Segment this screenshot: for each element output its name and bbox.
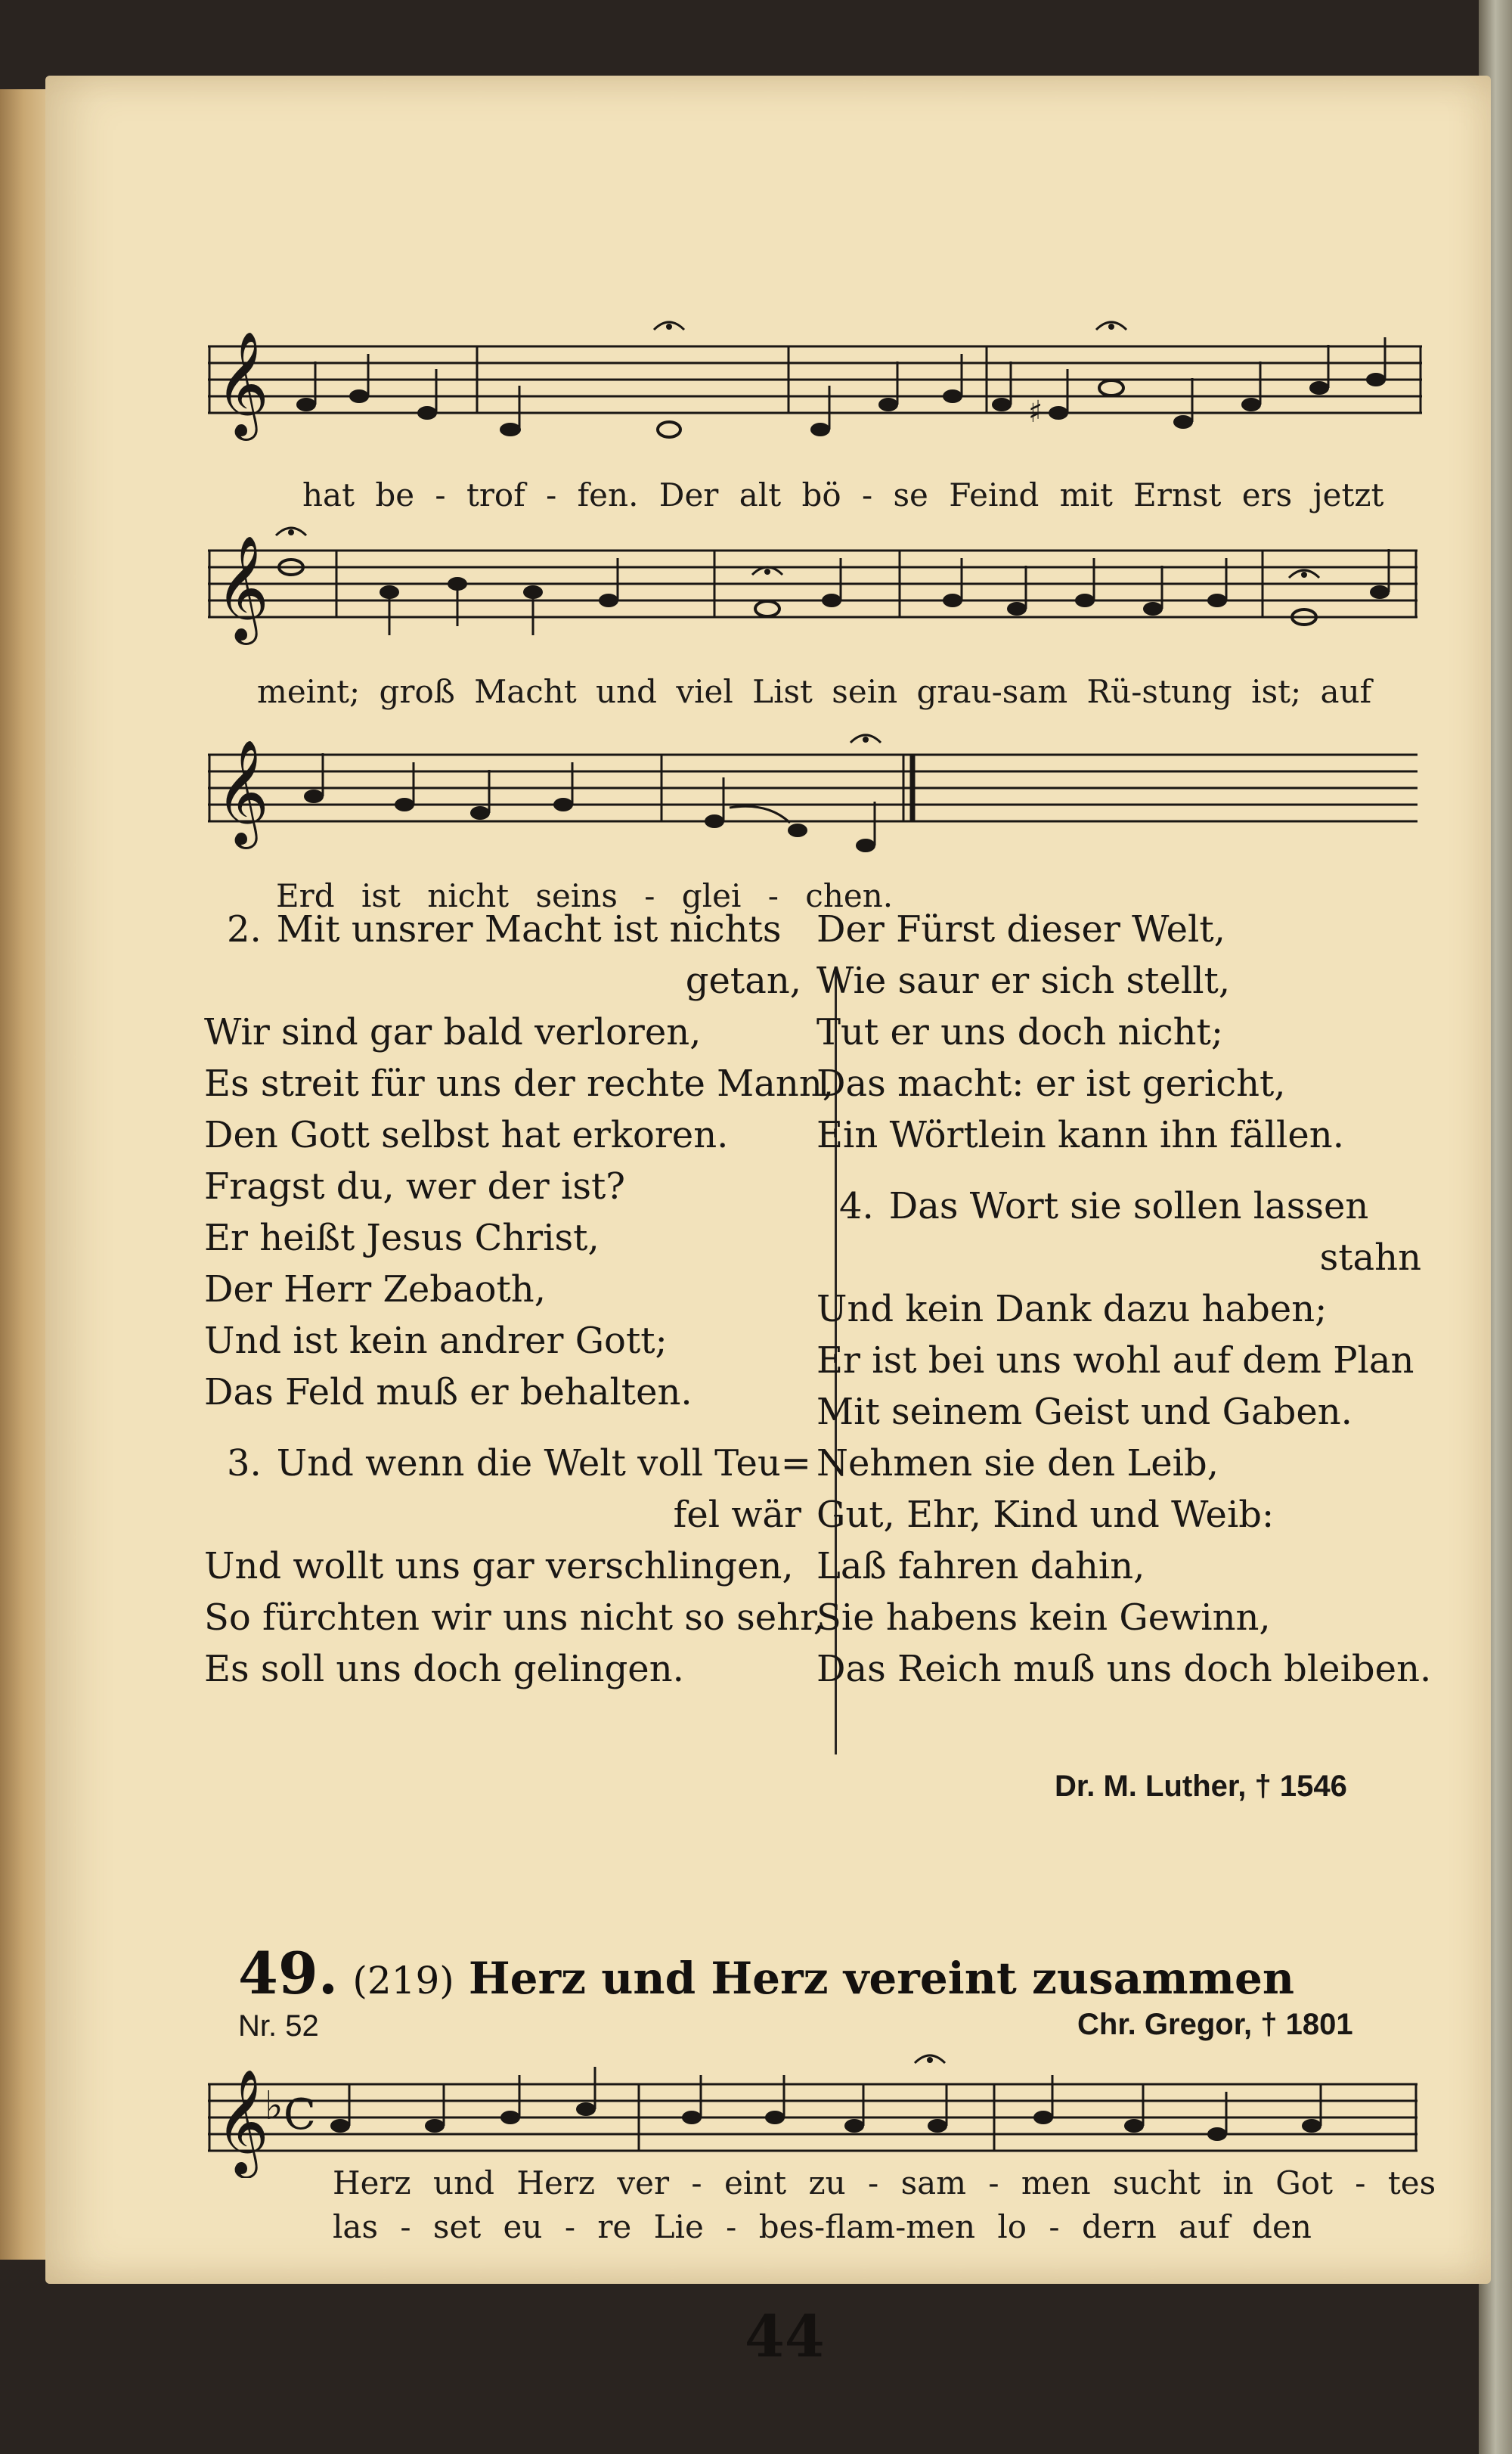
verse-line: Der Fürst dieser Welt,: [816, 908, 1225, 951]
svg-text:𝄞: 𝄞: [215, 331, 269, 436]
verse-line: Das Reich muß uns doch bleiben.: [816, 1648, 1432, 1690]
hymn-number: 49.: [238, 1940, 339, 2007]
svg-text:♭: ♭: [265, 2083, 284, 2129]
verse-line: Er ist bei uns wohl auf dem Plan: [816, 1339, 1414, 1382]
verse-line: Das macht: er ist gericht,: [816, 1063, 1286, 1105]
verse-line: So fürchten wir uns nicht so sehr,: [204, 1596, 825, 1639]
verse-line: Es streit für uns der rechte Mann,: [204, 1063, 834, 1105]
music-staff-1: [208, 316, 1425, 467]
music-staff-4: [208, 2042, 1425, 2178]
verse-line: Wir sind gar bald verloren,: [204, 1011, 702, 1053]
melody-number: Nr. 52: [238, 2009, 319, 2043]
verse-line: Gut, Ehr, Kind und Weib:: [816, 1494, 1275, 1536]
page-number: 44: [745, 2303, 825, 2370]
verse-line: Und wollt uns gar verschlingen,: [204, 1545, 794, 1587]
verses-left-column: [204, 904, 834, 1695]
hymn-title: Herz und Herz vereint zusammen: [468, 1953, 1295, 2004]
hymn-heading: [238, 1940, 1294, 2007]
verse-line: Ein Wörtlein kann ihn fällen.: [816, 1114, 1344, 1156]
svg-text:C: C: [284, 2090, 316, 2139]
verse-line: Wie saur er sich stellt,: [816, 960, 1231, 1002]
verse-number: 4.: [839, 1185, 874, 1227]
verse-line: Und wenn die Welt voll Teu=: [276, 1442, 811, 1484]
verse-line: Und ist kein andrer Gott;: [204, 1320, 668, 1362]
svg-text:𝄞: 𝄞: [215, 535, 269, 641]
author-luther: Dr. M. Luther, † 1546: [1055, 1770, 1347, 1803]
verse-line: Fragst du, wer der ist?: [204, 1165, 625, 1208]
verse-line: Das Wort sie sollen lassen: [888, 1185, 1369, 1227]
lyrics-line-3: Erd ist nicht seins - glei - chen.: [276, 877, 894, 914]
verse-line: stahn: [1319, 1236, 1421, 1279]
verse-line: Laß fahren dahin,: [816, 1545, 1145, 1587]
music-staff-3: [208, 709, 1425, 861]
verse-line: Nehmen sie den Leib,: [816, 1442, 1219, 1484]
verse-number: 2.: [227, 908, 262, 951]
verse-line: Sie habens kein Gewinn,: [816, 1596, 1271, 1639]
verse-line: Mit seinem Geist und Gaben.: [816, 1391, 1352, 1433]
music-staff-2: [208, 513, 1425, 664]
verse-line: Er heißt Jesus Christ,: [204, 1217, 600, 1259]
lyrics-line-2: meint; groß Macht und viel List sein grau-sam Rü-stung ist; auf: [257, 673, 1372, 710]
verse-line: Es soll uns doch gelingen.: [204, 1648, 684, 1690]
verse-line: Den Gott selbst hat erkoren.: [204, 1114, 729, 1156]
svg-text:𝄞: 𝄞: [215, 2069, 269, 2174]
lyrics-49-line-2: las - set eu - re Lie - bes-flam-men lo - dern auf den: [333, 2208, 1312, 2245]
verse-line: Das Feld muß er behalten.: [204, 1371, 692, 1413]
book-page: [45, 76, 1491, 2370]
verses-right-column: [816, 904, 1432, 1695]
lyrics-49-line-1: Herz und Herz ver - eint zu - sam - men sucht in Got - tes: [333, 2164, 1436, 2201]
hymn-ref: (219): [352, 1959, 454, 2003]
verse-line: fel wär: [673, 1494, 801, 1536]
verse-number: 3.: [227, 1442, 262, 1484]
author-gregor: Chr. Gregor, † 1801: [1077, 2008, 1353, 2041]
lyrics-line-1: hat be - trof - fen. Der alt bö - se Feind mit Ernst ers jetzt: [302, 476, 1384, 513]
verse-line: Tut er uns doch nicht;: [816, 1011, 1224, 1053]
svg-text:𝄞: 𝄞: [215, 740, 269, 845]
verse-line: getan,: [685, 960, 801, 1002]
verse-line: Mit unsrer Macht ist nichts: [276, 908, 782, 951]
verse-line: Und kein Dank dazu haben;: [816, 1288, 1328, 1330]
verse-line: Der Herr Zebaoth,: [204, 1268, 546, 1311]
svg-text:♯: ♯: [1028, 395, 1043, 430]
